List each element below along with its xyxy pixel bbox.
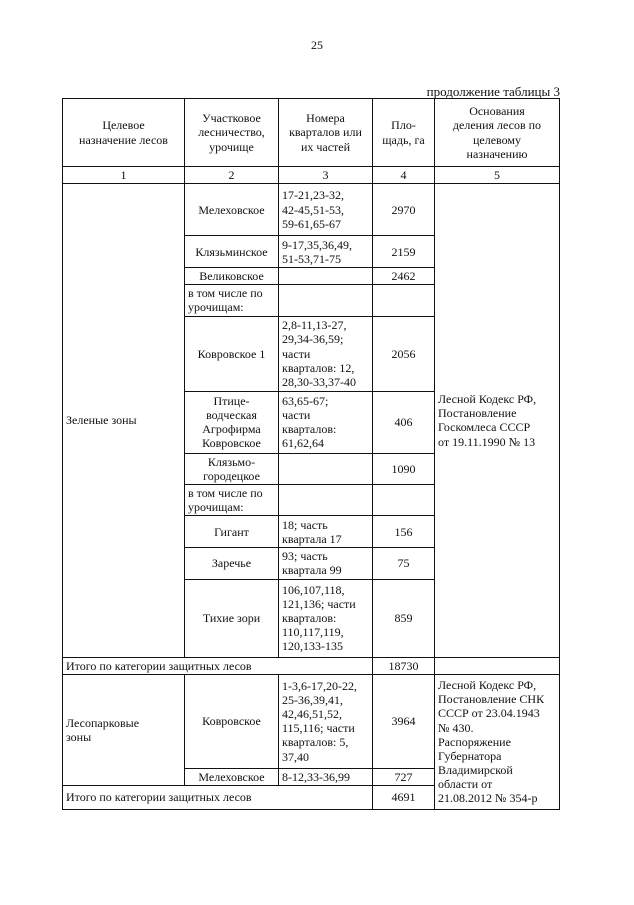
area-cell: 2056 bbox=[373, 316, 435, 391]
quarters-cell: 93; часть квартала 99 bbox=[279, 548, 373, 579]
quarters-cell: 2,8-11,13-27, 29,34-36,59; части кварталов: 12, 28,30-33,37-40 bbox=[279, 316, 373, 391]
quarters-cell: 106,107,118, 121,136; части кварталов: 110,117,119, 120,133-135 bbox=[279, 579, 373, 657]
quarters-cell: 18; часть квартала 17 bbox=[279, 516, 373, 548]
header-quarters: Номера кварталов или их частей bbox=[279, 99, 373, 167]
area-cell: 727 bbox=[373, 768, 435, 785]
column-number-row bbox=[63, 167, 560, 184]
header-area: Пло- щадь, га bbox=[373, 99, 435, 167]
forestry-cell: в том числе по урочищам: bbox=[185, 484, 279, 515]
header-purpose: Целевое назначение лесов bbox=[63, 99, 185, 167]
column-number: 3 bbox=[279, 167, 373, 184]
forestry-cell: Клязьминское bbox=[185, 236, 279, 268]
total-row bbox=[63, 657, 560, 674]
header-basis: Основания деления лесов по целевому назначению bbox=[435, 99, 560, 167]
purpose-park-zones: Лесопарковые зоны bbox=[63, 674, 185, 785]
forestry-cell: Ковровское 1 bbox=[185, 316, 279, 391]
quarters-cell bbox=[279, 484, 373, 515]
forestry-cell: Клязьмо- городецкое bbox=[185, 453, 279, 484]
forest-purpose-table bbox=[62, 98, 560, 810]
forestry-cell: в том числе по урочищам: bbox=[185, 285, 279, 316]
page-number: 25 bbox=[311, 38, 323, 52]
header-row bbox=[63, 99, 560, 167]
area-cell: 75 bbox=[373, 548, 435, 579]
forestry-cell: Птице- водческая Агрофирма Ковровское bbox=[185, 391, 279, 453]
area-cell: 2159 bbox=[373, 236, 435, 268]
quarters-cell: 17-21,23-32, 42-45,51-53, 59-61,65-67 bbox=[279, 184, 373, 236]
total-area: 4691 bbox=[373, 785, 435, 809]
table-row bbox=[63, 674, 560, 768]
total-label: Итого по категории защитных лесов bbox=[63, 657, 373, 674]
total-area: 18730 bbox=[373, 657, 435, 674]
quarters-cell bbox=[279, 268, 373, 285]
forestry-cell: Великовское bbox=[185, 268, 279, 285]
column-number: 2 bbox=[185, 167, 279, 184]
forestry-cell: Ковровское bbox=[185, 674, 279, 768]
quarters-cell bbox=[279, 453, 373, 484]
forestry-cell: Заречье bbox=[185, 548, 279, 579]
empty-cell bbox=[435, 657, 560, 674]
area-cell: 406 bbox=[373, 391, 435, 453]
basis-park-zones: Лесной Кодекс РФ, Постановление СНК СССР от 23.04.1943 № 430. Распоряжение Губернатора Владимирской области от 21.08.2012 № 354-р bbox=[435, 674, 560, 809]
quarters-cell: 1-3,6-17,20-22, 25-36,39,41, 42,46,51,52, 115,116; части кварталов: 5, 37,40 bbox=[279, 674, 373, 768]
total-label: Итого по категории защитных лесов bbox=[63, 785, 373, 809]
area-cell bbox=[373, 285, 435, 316]
forestry-cell: Гигант bbox=[185, 516, 279, 548]
basis-green-zones: Лесной Кодекс РФ, Постановление Госкомлеса СССР от 19.11.1990 № 13 bbox=[435, 184, 560, 657]
area-cell: 2970 bbox=[373, 184, 435, 236]
area-cell bbox=[373, 484, 435, 515]
area-cell: 859 bbox=[373, 579, 435, 657]
quarters-cell: 9-17,35,36,49, 51-53,71-75 bbox=[279, 236, 373, 268]
column-number: 4 bbox=[373, 167, 435, 184]
header-forestry: Участковое лесничество, урочище bbox=[185, 99, 279, 167]
area-cell: 156 bbox=[373, 516, 435, 548]
forestry-cell: Мелеховское bbox=[185, 184, 279, 236]
quarters-cell bbox=[279, 285, 373, 316]
area-cell: 1090 bbox=[373, 453, 435, 484]
table-row bbox=[63, 184, 560, 236]
table-caption: продолжение таблицы 3 bbox=[426, 84, 560, 99]
purpose-green-zones: Зеленые зоны bbox=[63, 184, 185, 657]
column-number: 1 bbox=[63, 167, 185, 184]
forestry-cell: Тихие зори bbox=[185, 579, 279, 657]
forestry-cell: Мелеховское bbox=[185, 768, 279, 785]
quarters-cell: 63,65-67; части кварталов: 61,62,64 bbox=[279, 391, 373, 453]
area-cell: 3964 bbox=[373, 674, 435, 768]
column-number: 5 bbox=[435, 167, 560, 184]
quarters-cell: 8-12,33-36,99 bbox=[279, 768, 373, 785]
area-cell: 2462 bbox=[373, 268, 435, 285]
